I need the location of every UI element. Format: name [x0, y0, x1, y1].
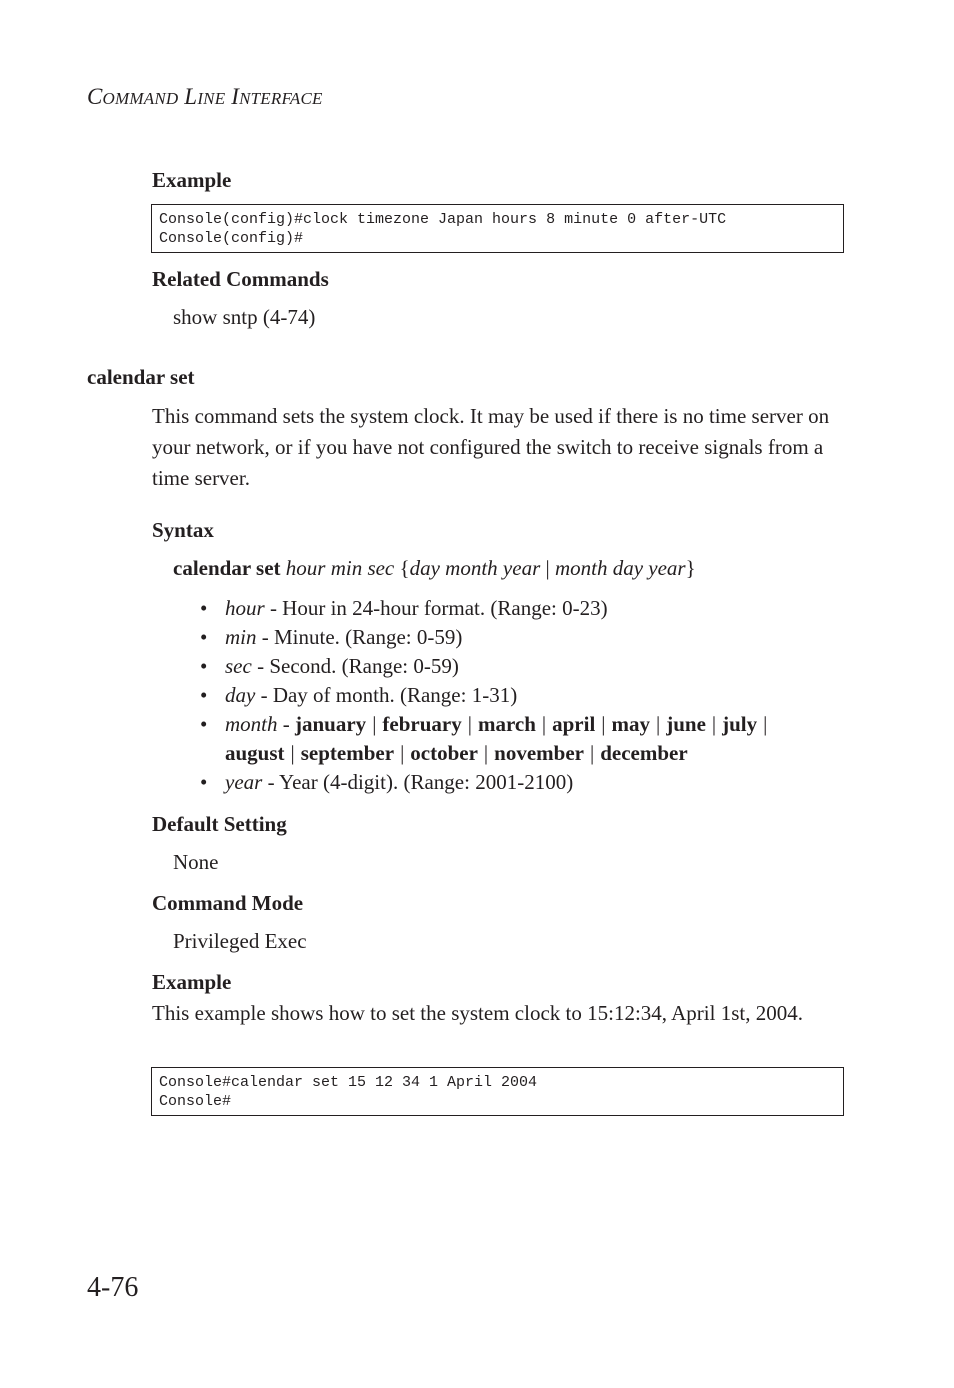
- syntax-alt-1: day month year: [409, 556, 541, 580]
- related-command-link: show sntp (4-74): [173, 305, 316, 329]
- month-option: february: [382, 712, 462, 736]
- syntax-heading: Syntax: [152, 518, 214, 542]
- section-title: calendar set: [87, 365, 195, 389]
- list-item: • min - Minute. (Range: 0-59): [200, 623, 850, 652]
- default-setting-value: None: [173, 850, 219, 874]
- month-option: april: [552, 712, 596, 736]
- list-item: • hour - Hour in 24-hour format. (Range: 0-23): [200, 594, 850, 623]
- syntax-command: calendar set: [173, 556, 281, 580]
- example-description: This example shows how to set the system clock to 15:12:34, April 1st, 2004.: [152, 1001, 803, 1025]
- list-item: • year - Year (4-digit). (Range: 2001-2100): [200, 768, 850, 797]
- running-header: COMMAND LINE INTERFACE: [87, 84, 323, 109]
- list-item: • month - january | february | march | april | may | june | july | august | september | october | november | december: [200, 710, 850, 768]
- command-mode-value: Privileged Exec: [173, 929, 307, 953]
- month-option: june: [666, 712, 706, 736]
- month-option: december: [600, 741, 688, 765]
- month-option: august: [225, 741, 285, 765]
- month-option: january: [295, 712, 367, 736]
- month-option: september: [300, 741, 395, 765]
- command-mode-heading: Command Mode: [152, 891, 304, 915]
- example-heading: Example: [152, 970, 232, 994]
- month-option: november: [494, 741, 584, 765]
- page-number: 4-76: [87, 1272, 139, 1303]
- code-example-calendar: Console#calendar set 15 12 34 1 April 2004 Console#: [151, 1067, 844, 1116]
- syntax-line: calendar set hour min sec {day month year | month day year}: [173, 556, 696, 580]
- month-option: may: [611, 712, 650, 736]
- code-example-timezone: Console(config)#clock timezone Japan hours 8 minute 0 after-UTC Console(config)#: [151, 204, 844, 253]
- month-option: march: [477, 712, 536, 736]
- list-item: • day - Day of month. (Range: 1-31): [200, 681, 850, 710]
- month-option: october: [410, 741, 478, 765]
- month-option: july: [722, 712, 758, 736]
- syntax-alt-2: month day year: [554, 556, 686, 580]
- syntax-params: hour min sec: [285, 556, 395, 580]
- parameter-list: [200, 594, 850, 797]
- example-heading: Example: [152, 168, 232, 192]
- list-item: • sec - Second. (Range: 0-59): [200, 652, 850, 681]
- related-commands-heading: Related Commands: [152, 267, 329, 291]
- section-description: This command sets the system clock. It may be used if there is no time server on your network, or if you have not configured the switch to receive signals from a time server.: [152, 404, 830, 490]
- default-setting-heading: Default Setting: [152, 812, 287, 836]
